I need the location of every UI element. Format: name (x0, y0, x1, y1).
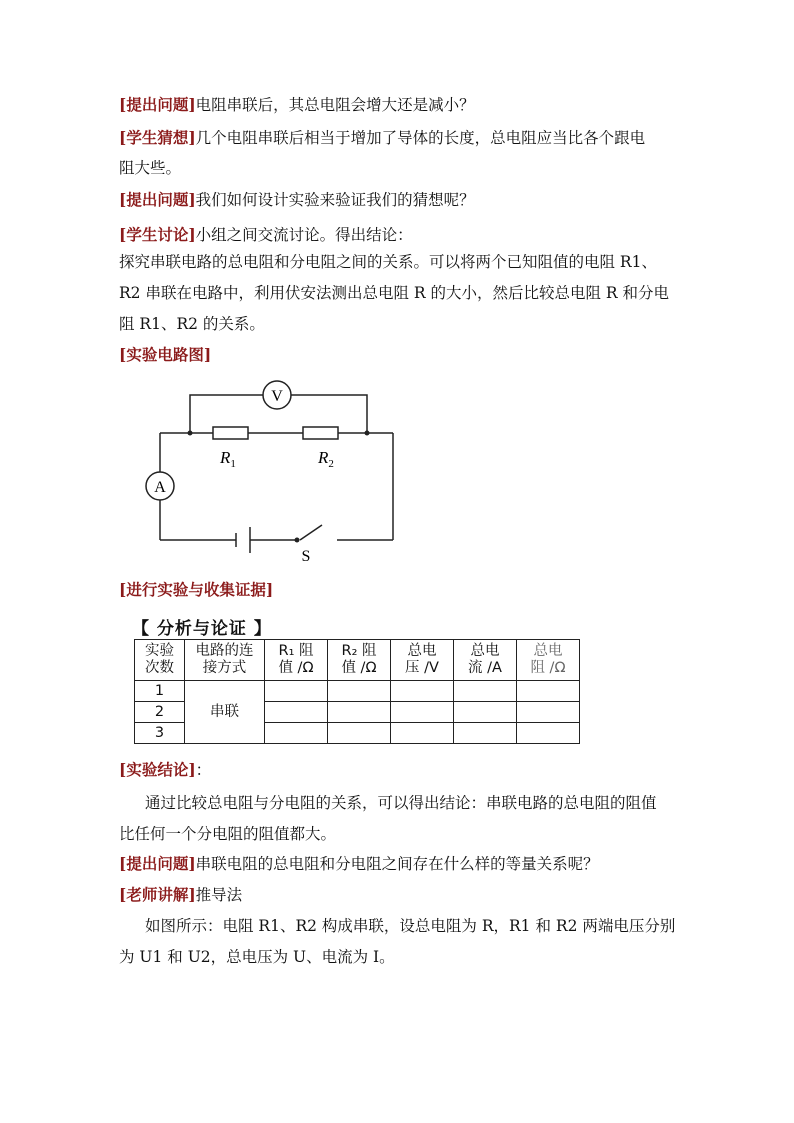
paragraph-student-discussion (119, 224, 413, 246)
tag-label: [进行实验与收集证据] (119, 580, 274, 599)
table-title: 【 分析与论证 】 (132, 619, 272, 639)
table-cell (391, 702, 454, 723)
table-cell (517, 681, 580, 702)
tag-label: [提出问题] (119, 95, 196, 114)
trial-number: 2 (135, 702, 185, 723)
header-total-voltage: 总电 压 /V (391, 640, 454, 681)
paragraph-text: 几个电阻串联后相当于增加了导体的长度，总电阻应当比各个跟电 (195, 129, 646, 147)
r2-label: $R_2$ (318, 448, 334, 470)
header-trial-number: 实验 次数 (135, 640, 185, 681)
paragraph-student-guess-cont: 阻大些。 (119, 159, 182, 177)
section-experiment (119, 579, 273, 601)
header-r1: R₁ 阻 值 /Ω (265, 640, 328, 681)
paragraph-question-3 (119, 853, 599, 875)
tag-label: [提出问题] (119, 854, 196, 873)
teacher-line-2: 如图所示：电阻 R1、R2 构成串联，设总电阻为 R，R1 和 R2 两端电压分别 (145, 917, 676, 935)
paragraph-text: 推导法 (195, 886, 243, 904)
circuit-diagram (140, 370, 410, 570)
table-cell (454, 681, 517, 702)
junction-dot (188, 431, 193, 436)
resistor-r1 (213, 427, 248, 439)
section-conclusion (119, 759, 211, 781)
trial-number: 3 (135, 723, 185, 744)
table-cell (391, 681, 454, 702)
discussion-line-4: 阻 R1、R2 的关系。 (119, 315, 265, 333)
table-cell (517, 702, 580, 723)
table-cell (328, 702, 391, 723)
tag-label: [实验电路图] (119, 345, 212, 364)
header-r2: R₂ 阻 值 /Ω (328, 640, 391, 681)
table-cell (265, 702, 328, 723)
header-connection: 电路的连 接方式 (185, 640, 265, 681)
tag-label: [实验结论] (119, 760, 196, 779)
analysis-table-figure (128, 610, 590, 750)
paragraph-student-guess (119, 127, 645, 149)
discussion-line-3: R2 串联在电路中，利用伏安法测出总电阻 R 的大小，然后比较总电阻 R 和分电 (119, 284, 670, 302)
resistor-r2 (303, 427, 338, 439)
tag-suffix: ： (195, 761, 212, 779)
table-cell (391, 723, 454, 744)
table-row (135, 681, 580, 702)
switch-label: S (301, 548, 311, 565)
paragraph-question-1 (119, 94, 475, 116)
tag-label: [学生讨论] (119, 225, 196, 244)
r1-label: $R_1$ (220, 448, 236, 470)
table-cell (454, 723, 517, 744)
switch-pivot (295, 538, 300, 543)
paragraph-text: 小组之间交流讨论。得出结论： (195, 226, 413, 244)
paragraph-teacher-explain (119, 884, 242, 906)
header-total-current: 总电 流 /A (454, 640, 517, 681)
analysis-table (134, 639, 580, 744)
table-cell (517, 723, 580, 744)
teacher-line-3: 为 U1 和 U2，总电压为 U、电流为 I。 (119, 948, 395, 966)
trial-number: 1 (135, 681, 185, 702)
junction-dot (365, 431, 370, 436)
connection-type: 串联 (185, 681, 265, 744)
paragraph-text: 串联电阻的总电阻和分电阻之间存在什么样的等量关系呢？ (195, 855, 599, 873)
voltmeter-label: V (271, 388, 283, 405)
conclusion-line-3: 比任何一个分电阻的阻值都大。 (119, 825, 337, 843)
tag-label: [学生猜想] (119, 128, 196, 147)
tag-label: [提出问题] (119, 190, 196, 209)
discussion-line-2: 探究串联电路的总电阻和分电阻之间的关系。可以将两个已知阻值的电阻 R1、 (119, 253, 657, 271)
table-header-row (135, 640, 580, 681)
switch-lever (300, 525, 322, 540)
table-cell (328, 723, 391, 744)
paragraph-text: 我们如何设计实验来验证我们的猜想呢？ (195, 191, 475, 209)
table-cell (265, 681, 328, 702)
table-cell (328, 681, 391, 702)
header-total-resistance: 总电 阻 /Ω (517, 640, 580, 681)
paragraph-question-2 (119, 189, 475, 211)
tag-label: [老师讲解] (119, 885, 196, 904)
ammeter-label: A (154, 479, 166, 496)
paragraph-text: 电阻串联后，其总电阻会增大还是减小？ (195, 96, 475, 114)
conclusion-line-2: 通过比较总电阻与分电阻的关系，可以得出结论：串联电路的总电阻的阻值 (145, 794, 657, 812)
table-cell (265, 723, 328, 744)
section-circuit-diagram (119, 344, 211, 366)
table-cell (454, 702, 517, 723)
